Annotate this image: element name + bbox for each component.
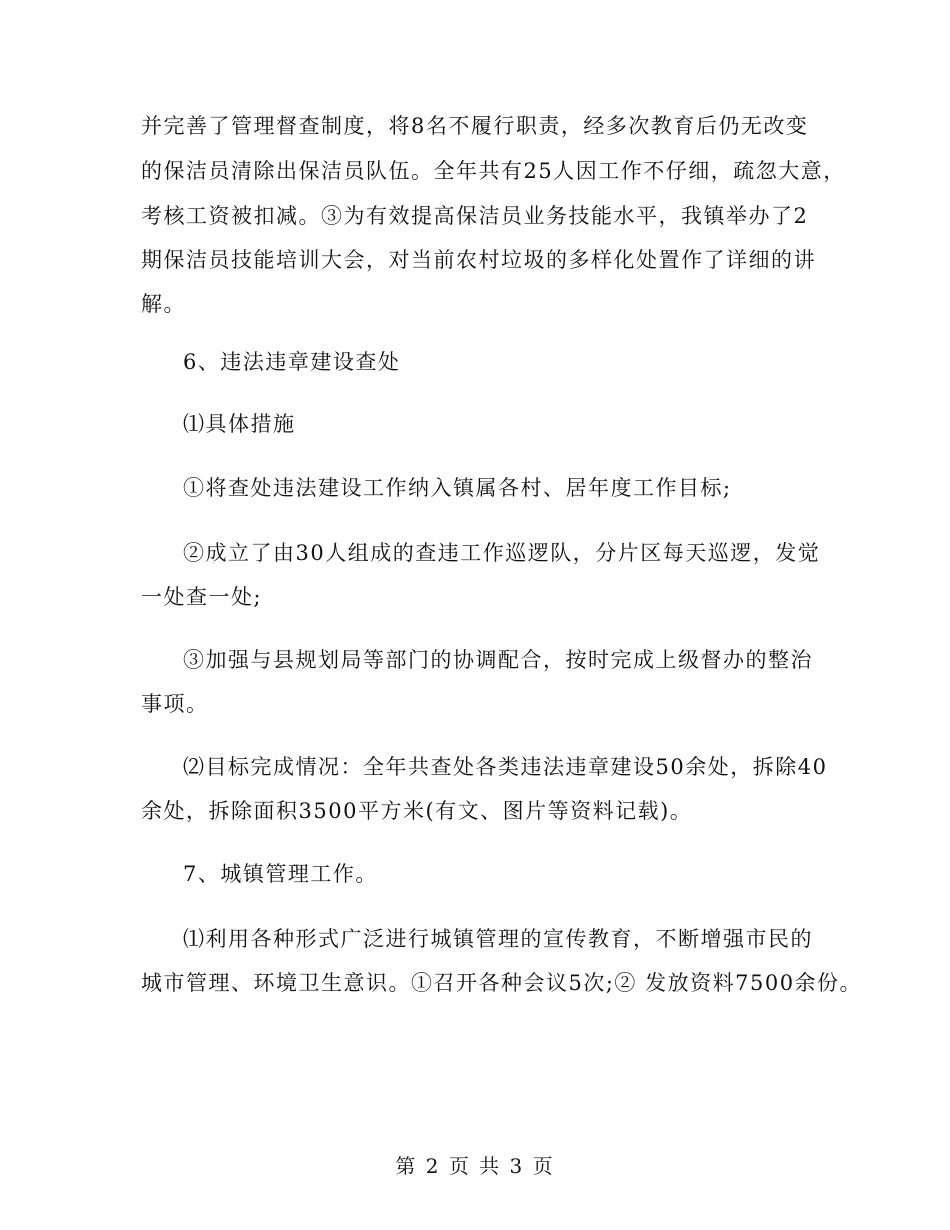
text-line: 期保洁员技能培训大会，对当前农村垃圾的多样化处置作了详细的讲 [141,248,816,272]
text-line: 考核工资被扣减。③为有效提高保洁员业务技能水平，我镇举办了2 [141,204,809,228]
text-line: ⑴利用各种形式广泛进行城镇管理的宣传教育，不断增强市民的 [183,927,813,951]
subsection-heading: ⑴具体措施 [183,412,296,436]
section-heading: 7、城镇管理工作。 [183,862,378,886]
text-line: 城市管理、环境卫生意识。①召开各种会议5次;② 发放资料7500余份。 [141,971,863,995]
text-line: ③加强与县规划局等部门的协调配合，按时完成上级督办的整治 [183,648,813,672]
text-line: ①将查处违法建设工作纳入镇属各村、居年度工作目标; [183,476,732,500]
section-heading: 6、违法违章建设查处 [183,350,401,374]
text-line: ②成立了由30人组成的查违工作巡逻队，分片区每天巡逻，发觉 [183,541,821,565]
text-line: 并完善了管理督查制度，将8名不履行职责，经多次教育后仍无改变 [141,114,809,138]
text-line: ⑵目标完成情况：全年共查处各类违法违章建设50余处，拆除40 [183,755,828,779]
page-footer: 第 2 页 共 3 页 [395,1154,555,1178]
text-line: 解。 [141,292,186,316]
text-line: 事项。 [141,692,209,716]
text-line: 的保洁员清除出保洁员队伍。全年共有25人因工作不仔细，疏忽大意， [141,159,846,183]
text-line: 余处，拆除面积3500平方米(有文、图片等资料记载)。 [141,799,693,823]
text-line: 一处查一处; [141,585,263,609]
